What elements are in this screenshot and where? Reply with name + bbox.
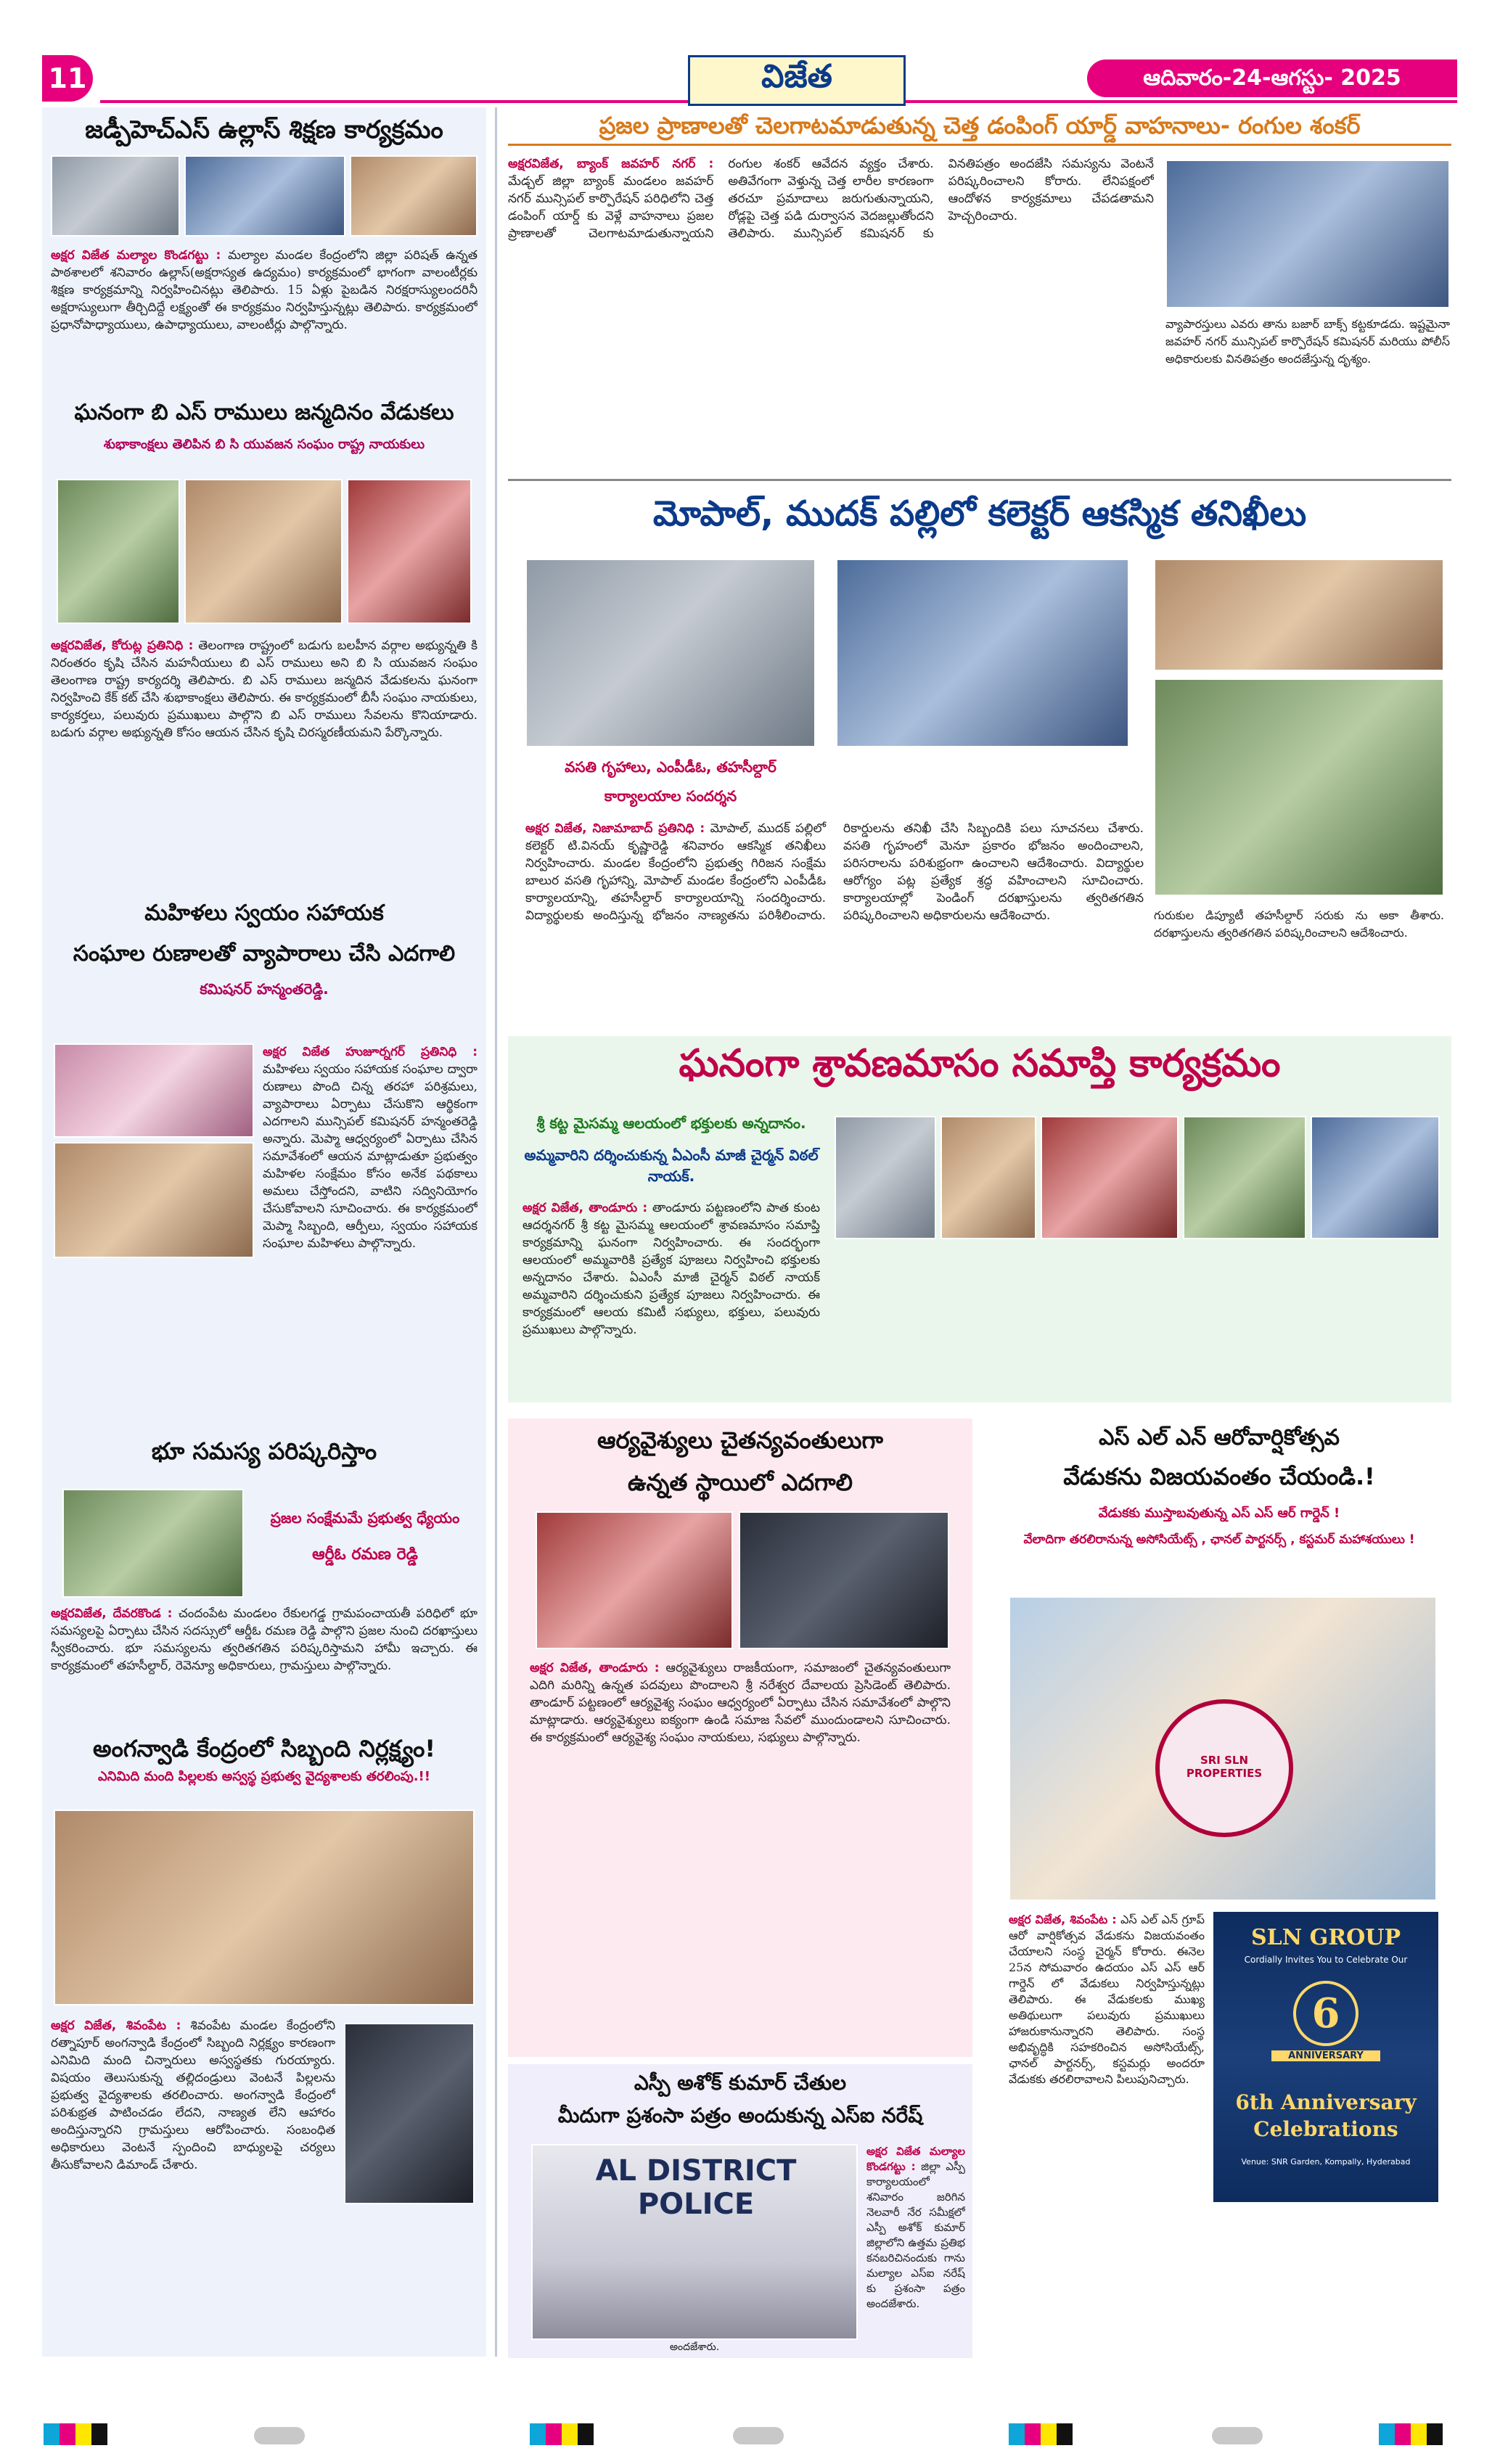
- dateline: అక్షర విజేత హుజూర్నగర్ ప్రతినిధి :: [263, 1045, 478, 1059]
- subhead: కమిషనర్ హన్మంతరెడ్డి.: [200, 980, 329, 998]
- headline-line-2: ఉన్నత స్థాయిలో ఎదగాలి: [627, 1469, 853, 1496]
- photo-celebration-2: [184, 479, 343, 624]
- masthead-title: విజేత: [761, 58, 832, 95]
- registration-dot-3: [1212, 2427, 1263, 2444]
- photo-temple-5: [1311, 1116, 1440, 1239]
- dateline: అక్షర విజేత, తాండూరు :: [522, 1201, 648, 1215]
- story-body: [522, 1199, 820, 1395]
- dateline: అక్షరవిజేత, కోరుట్ల ప్రతినిధి :: [51, 638, 194, 653]
- sln-anniversary-ad: [1213, 1912, 1438, 2202]
- headline-line-1: ఎస్పీ అశోక్ కుమార్ చేతుల: [634, 2071, 847, 2095]
- photo-caption: అందజేశారు.: [669, 2341, 720, 2353]
- subhead: ఎనిమిది మంది పిల్లలకు అస్వస్థ ప్రభుత్వ వైద్యశాలకు తరలింపు.!!: [98, 1769, 430, 1784]
- story-body: [530, 1659, 951, 2037]
- photo-award-banner: AL DISTRICT POLICE: [595, 2154, 797, 2221]
- photo-anganwadi-2: [344, 2023, 475, 2204]
- headline: ఘనంగా బి ఎస్ రాములు జన్మదినం వేడుకలు: [74, 400, 454, 425]
- registration-marks-1: [44, 2423, 107, 2445]
- body-text: మేడ్చల్ జిల్లా బ్యాంక్ మండలం జవహర్ నగర్ మున్సిపల్ కార్పొరేషన్ పరిధిలోని చెత్త డంపింగ్ యార్డ్ కు వెళ్లే వాహనాలు ప్రజల ప్రాణాలతో చెలగాటమాడుతున్నాయని రంగుల శంకర్ ఆవేదన వ్యక్తం చేశారు. అతివేగంగా వెళ్తున్న చెత్త లారీల కారణంగా తరచూ ప్రమాదాలు జరుగుతున్నాయని, రోడ్లపై చెత్త పడి దుర్వాసన వెదజల్లుతోందని తెలిపారు. మున్సిపల్ కమిషనర్ కు వినతిపత్రం అందజేసి సమస్యను వెంటనే పరిష్కరించాలని కోరారు. లేనిపక్షంలో ఆందోళన కార్యక్రమాలు చేపడతామని హెచ్చరించారు.: [508, 157, 1154, 241]
- headline: మోపాల్, ముదక్ పల్లిలో కలెక్టర్ ఆకస్మిక తనిఖీలు: [652, 493, 1307, 534]
- registration-dot-2: [733, 2427, 784, 2444]
- body-text: ఆర్యవైశ్యులు రాజకీయంగా, సమాజంలో చైతన్యవంతులుగా ఎదిగి మరిన్ని ఉన్నత పదవులు పొందాలని శ్రీ నరేశ్వర దేవాలయ ప్రెసిడెంట్ తెలిపారు. తాండూర్ పట్టణంలో ఆర్యవైశ్య సంఘం ఆధ్వర్యంలో ఏర్పాటు చేసిన సమావేశంలో పాల్గొని మాట్లాడారు. ఆర్యవైశ్యులు ఐక్యంగా ఉండి సమాజ సేవలో ముందుండాలని సూచించారు. ఈ కార్యక్రమంలో ఆర్యవైశ్య సంఘం నాయకులు, సభ్యులు పాల్గొన్నారు.: [530, 1661, 951, 1745]
- headline: జడ్పీహెచ్ఎస్ ఉల్లాస్ శిక్షణ కార్యక్రమం: [85, 115, 443, 144]
- ad-line-1: 6th Anniversary: [1235, 2090, 1417, 2114]
- dateline: అక్షర విజేత, శివంపేట :: [51, 2019, 181, 2033]
- photo-temple-1: [835, 1116, 936, 1239]
- story-body: [1009, 1912, 1205, 2202]
- story-body: [51, 637, 478, 887]
- photo-training-1: [51, 155, 180, 237]
- story-land: [51, 1437, 478, 1673]
- story-arya: [508, 1418, 972, 2057]
- story-shravana: [508, 1036, 1451, 1403]
- photo-shg-1: [54, 1043, 254, 1138]
- subhead: శుభాకాంక్షలు తెలిపిన బి సి యువజన సంఘం రాష్ట్ర నాయకులు: [103, 436, 425, 452]
- photo-training-2: [184, 155, 345, 237]
- story-sln: [987, 1418, 1451, 2354]
- body-text: జిల్లా ఎస్పీ కార్యాలయంలో శనివారం జరిగిన నెలవారీ నేర సమీక్షలో ఎస్పీ అశోక్ కుమార్ జిల్లాలోని ఉత్తమ ప్రతిభ కనబరిచినందుకు గాను మల్యాల ఎస్ఐ నరేష్ కు ప్రశంసా పత్రం అందజేశారు.: [866, 2160, 965, 2310]
- subhead-line-2: వేలాదిగా తరలిరానున్న అసోసియేట్స్ , ఛానల్ పార్టనర్స్ , కస్టమర్ మహాశయులు !: [1023, 1532, 1415, 1547]
- story-ullas: [51, 109, 478, 332]
- dateline: అక్షర విజేత, శివంపేట :: [1009, 1913, 1117, 1926]
- body-text: ఎస్ ఎల్ ఎన్ గ్రూప్ ఆరో వార్షికోత్సవ వేడుకను విజయవంతం చేయాలని సంస్థ చైర్మన్ కోరారు. ఈనెల 25న సోమవారం ఉదయం ఎస్ ఎస్ ఆర్ గార్డెన్ లో వేడుకలు నిర్వహిస్తున్నట్లు తెలిపారు. ఈ వేడుకలకు ముఖ్య అతిథులుగా పలువురు ప్రముఖులు హాజరుకానున్నారని తెలిపారు. సంస్థ అభివృద్ధికి సహకరించిన అసోసియేట్స్, ఛానల్ పార్టనర్స్, కస్టమర్లు అందరూ వేడుకకు తరలిరావాలని పిలుపునిచ్చారు.: [1009, 1913, 1205, 2086]
- page-number: 11: [42, 55, 93, 102]
- subhead-line-1: వేడుకకు ముస్తాబవుతున్న ఎస్ ఎస్ ఆర్ గార్డెన్ !: [1098, 1505, 1340, 1521]
- registration-dot-1: [254, 2427, 305, 2444]
- photo-collector-3: [1154, 559, 1444, 671]
- photo-temple-4: [1183, 1116, 1306, 1239]
- dateline: అక్షరవిజేత, దేవరకొండ :: [51, 1606, 173, 1621]
- page-header: [42, 55, 1457, 102]
- photo-arya-1: [536, 1511, 733, 1649]
- registration-marks-3: [1009, 2423, 1073, 2445]
- story-body: [51, 2017, 335, 2206]
- story-body-continued: [1009, 2209, 1437, 2340]
- photo-caption: వ్యాపారస్తులు ఎవరు తాను బజార్ బాక్స్ కట్టకూడదు. ఇష్టమైనా జవహర్ నగర్ మున్సిపల్ కార్పొరేషన్ కమిషనర్ మరియు పోలీస్ అధికారులకు వినతిపత్రం అందజేస్తున్న దృశ్యం.: [1165, 317, 1450, 366]
- masthead-logo: [688, 55, 906, 106]
- story-women-shg: [51, 900, 478, 1251]
- registration-marks-2: [530, 2423, 594, 2445]
- body-text: మహిళలు స్వయం సహాయక సంఘాల ద్వారా రుణాలు పొంది చిన్న తరహా పరిశ్రమలు, వ్యాపారాలు ఏర్పాటు చేసుకొని ఆర్థికంగా ఎదగాలని మున్సిపల్ కమిషనర్ హన్మంతరెడ్డి అన్నారు. మెప్మా ఆధ్వర్యంలో ఏర్పాటు చేసిన సమావేశంలో ఆయన మాట్లాడుతూ ప్రభుత్వం మహిళల సంక్షేమం కోసం అనేక పథకాలు అమలు చేస్తోందని, వాటిని సద్వినియోగం చేసుకోవాలని సూచించారు. ఈ కార్యక్రమంలో మెప్మా సిబ్బంది, ఆర్పీలు, స్వయం సహాయక సంఘాల మహిళలు పాల్గొన్నారు.: [263, 1062, 478, 1251]
- body-text: తాండూరు పట్టణంలోని పాత కుంట ఆదర్శనగర్ శ్రీ కట్ట మైసమ్మ ఆలయంలో శ్రావణమాసం సమాప్తి కార్యక్రమాన్ని ఘనంగా నిర్వహించారు. ఈ సందర్భంగా ఆలయంలో అమ్మవారికి ప్రత్యేక పూజలు నిర్వహించి భక్తులకు అన్నదానం చేశారు. ఏఎంసీ మాజీ చైర్మన్ విఠల్ నాయక్ అమ్మవారిని దర్శించుకుని ప్రత్యేక పూజలు నిర్వహించారు. ఈ కార్యక్రమంలో ఆలయ కమిటీ సభ్యులు, భక్తులు, పలువురు ప్రముఖులు పాల్గొన్నారు.: [522, 1201, 820, 1337]
- story-sp: [508, 2064, 972, 2358]
- photo-land: [62, 1489, 244, 1598]
- side-caption: గురుకుల డిప్యూటీ తహసీల్దార్ సరుకు ను అకా తీశారు. దరఖాస్తులను త్వరితగతిన పరిష్కరించాలని ఆదేశించారు.: [1154, 908, 1444, 940]
- ad-subtitle: Cordially Invites You to Celebrate Our: [1244, 1955, 1408, 1965]
- photo-petition: [1165, 160, 1450, 308]
- photo-caption-line-2: కార్యాలయాల సందర్శన: [604, 787, 737, 805]
- photo-caption-line-1: వసతి గృహాలు, ఎంపీడీఓ, తహసీల్దార్: [565, 758, 776, 776]
- photo-training-3: [350, 155, 478, 237]
- headline: ఘనంగా శ్రావణమాసం సమాప్తి కార్యక్రమం: [679, 1042, 1281, 1085]
- photo-collector-4: [1154, 678, 1444, 896]
- sln-brand-text: SRI SLN PROPERTIES: [1186, 1754, 1263, 1780]
- body-text: మోపాల్, ముదక్ పల్లిలో కలెక్టర్ టి.వినయ్ కృష్ణారెడ్డి శనివారం ఆకస్మిక తనిఖీలు నిర్వహించారు. మండల కేంద్రంలోని ప్రభుత్వ గిరిజన సంక్షేమ బాలుర వసతి గృహాన్ని, మోపాల్ మండల కేంద్రంలోని ఎంపీడీఓ కార్యాలయాన్ని, తహసీల్దార్ కార్యాలయాన్ని సందర్శించారు. విద్యార్థులకు అందిస్తున్న భోజనం నాణ్యతను పరిశీలించారు. రికార్డులను తనిఖీ చేసి సిబ్బందికి పలు సూచనలు చేశారు. వసతి గృహంలో మెనూ ప్రకారం భోజనం అందించాలని, పరిసరాలను పరిశుభ్రంగా ఉంచాలని ఆదేశించారు. విద్యార్థుల ఆరోగ్యం పట్ల ప్రత్యేక శ్రద్ధ వహించాలని సూచించారు. కార్యాలయాల్లో పెండింగ్ దరఖాస్తులను త్వరితగతిన పరిష్కరించాలని అధికారులను ఆదేశించారు.: [525, 821, 1144, 923]
- headline-line-2: మీదుగా ప్రశంసా పత్రం అందుకున్న ఎస్ఐ నరేష్: [557, 2103, 923, 2127]
- story-body: [51, 247, 478, 414]
- subhead-line-1: ప్రజల సంక్షేమమే ప్రభుత్వ ధ్యేయం: [270, 1509, 460, 1527]
- body-text: తెలంగాణ రాష్ట్రంలో బడుగు బలహీన వర్గాల అభ్యున్నతి కి నిరంతరం కృషి చేసిన మహనీయులు బి ఎస్ రాములు అని బి సి యువజన సంఘం తెలంగాణ రాష్ట్ర కార్యదర్శి తెలిపారు. బి ఎస్ రాములు జన్మదిన వేడుకలను ఘనంగా నిర్వహించి కేక్ కట్ చేసి శుభాకాంక్షలు తెలిపారు. ఈ కార్యక్రమంలో బీసీ సంఘం నాయకులు, కార్యకర్తలు, పలువురు ప్రముఖులు పాల్గొని బి ఎస్ రాములు సేవలను కొనియాడారు. బడుగు వర్గాల అభ్యున్నతి కోసం ఆయన చేసిన కృషి చిరస్మరణీయమని పేర్కొన్నారు.: [51, 638, 478, 740]
- photo-shg-2: [54, 1142, 254, 1258]
- story-collector: [508, 479, 1451, 1023]
- headline-line-2: వేడుకను విజయవంతం చేయండి.!: [1063, 1462, 1375, 1490]
- subhead-line-2: అమ్మవారిని దర్శించుకున్న ఏఎంసీ మాజీ చైర్మన్ విఠల్ నాయక్.: [524, 1146, 819, 1185]
- ad-venue: Venue: SNR Garden, Kompally, Hyderabad: [1241, 2157, 1411, 2167]
- dateline: అక్షర విజేత మల్యాల కొండగట్టు :: [866, 2145, 965, 2173]
- photo-celebration-1: [57, 479, 180, 624]
- body-text: చందంపేట మండలం రేకులగడ్డ గ్రామపంచాయతీ పరిధిలో భూ సమస్యలపై ఏర్పాటు చేసిన సదస్సులో ఆర్డీఓ రమణ రెడ్డి పాల్గొని ప్రజల నుంచి దరఖాస్తులు స్వీకరించారు. భూ సమస్యలను త్వరితగతిన పరిష్కరిస్తామని హామీ ఇచ్చారు. ఈ కార్యక్రమంలో తహసీల్దార్, రెవెన్యూ అధికారులు, గ్రామస్తులు పాల్గొన్నారు.: [51, 1606, 478, 1673]
- photo-temple-2: [940, 1116, 1036, 1239]
- body-text: మల్యాల మండల కేంద్రంలోని జిల్లా పరిషత్ ఉన్నత పాఠశాలలో శనివారం ఉల్లాస్(అక్షరాస్యత ఉద్యమం) కార్యక్రమంలో భాగంగా వాలంటీర్లకు శిక్షణ కార్యక్రమాన్ని నిర్వహించినట్లు తెలిపారు. 15 ఏళ్లు పైబడిన నిరక్షరాస్యులందరినీ అక్షరాస్యులుగా తీర్చిదిద్దే లక్ష్యంతో ఈ కార్యక్రమం నిర్వహిస్తున్నట్లు తెలిపారు. కార్యక్రమంలో ప్రధానోపాధ్యాయులు, ఉపాధ్యాయులు, వాలంటీర్లు పాల్గొన్నారు.: [51, 248, 478, 332]
- dateline: అక్షర విజేత, తాండూరు :: [530, 1661, 660, 1675]
- story-ramulu: [51, 399, 478, 740]
- dateline: అక్షరవిజేత, బ్యాంక్ జవహర్ నగర్ :: [508, 157, 714, 171]
- registration-marks-4: [1379, 2423, 1443, 2445]
- column-divider: [495, 107, 497, 2357]
- photo-celebration-3: [347, 479, 472, 624]
- story-body: [508, 155, 1154, 460]
- story-body: [525, 820, 1144, 1001]
- subhead-line-2: ఆర్డీఓ రమణ రెడ్డి: [312, 1545, 418, 1564]
- headline: ప్రజల ప్రాణాలతో చెలగాటమాడుతున్న చెత్త డంపింగ్ యార్డ్ వాహనాలు- రంగుల శంకర్: [599, 112, 1361, 139]
- dateline: అక్షర విజేత, నిజామాబాద్ ప్రతినిధి :: [525, 821, 705, 836]
- issue-date: ఆదివారం-24-ఆగస్టు- 2025: [1087, 59, 1457, 97]
- headline-line-2: సంఘాల రుణాలతో వ్యాపారాలు చేసి ఎదగాలి: [73, 940, 456, 966]
- ad-line-2: Celebrations: [1253, 2117, 1398, 2141]
- anniversary-number: 6: [1293, 1981, 1358, 2046]
- photo-collector-2: [836, 559, 1129, 747]
- photo-sln-couple: [1009, 1596, 1437, 1901]
- headline-line-1: మహిళలు స్వయం సహాయక: [144, 900, 384, 926]
- ad-title: SLN GROUP: [1250, 1925, 1401, 1950]
- story-body: [51, 1605, 478, 1714]
- section-rule: [508, 479, 1451, 481]
- headline: అంగన్వాడి కేంద్రంలో సిబ్బంది నిర్లక్ష్యం!: [93, 1735, 435, 1762]
- headline: భూ సమస్య పరిష్కరిస్తాం: [151, 1437, 377, 1465]
- photo-award: [531, 2144, 858, 2340]
- subhead-line-1: శ్రీ కట్ట మైసమ్మ ఆలయంలో భక్తులకు అన్నదానం.: [536, 1114, 806, 1132]
- story-body-continued: [51, 2213, 478, 2336]
- dateline: అక్షర విజేత మల్యాల కొండగట్టు :: [51, 248, 221, 263]
- photo-arya-2: [739, 1511, 949, 1649]
- headline-line-1: ఎస్ ఎల్ ఎన్ ఆరోవార్షికోత్సవ: [1099, 1425, 1340, 1450]
- photo-collector-1: [525, 559, 816, 747]
- photo-temple-3: [1041, 1116, 1179, 1239]
- story-anganwadi: [51, 1734, 478, 2172]
- photo-anganwadi-1: [54, 1810, 475, 2005]
- headline-rule: [508, 144, 1451, 146]
- story-body-side: [263, 1043, 478, 1258]
- body-text: శివంపేట మండల కేంద్రంలోని రత్నాపూర్ అంగన్వాడి కేంద్రంలో సిబ్బంది నిర్లక్ష్యం కారణంగా ఎనిమిది మంది చిన్నారులు అస్వస్థతకు గురయ్యారు. విషయం తెలుసుకున్న తల్లిదండ్రులు వెంటనే పిల్లలను ప్రభుత్వ వైద్యశాలకు తరలించారు. అంగన్వాడి కేంద్రంలో పరిశుభ్రత పాటించడం లేదని, నాణ్యత లేని ఆహారం అందిస్తున్నారని గ్రామస్తులు ఆరోపించారు. సంబంధిత అధికారులు వెంటనే స్పందించి బాధ్యులపై చర్యలు తీసుకోవాలని డిమాండ్ చేశారు.: [51, 2019, 335, 2172]
- story-body: [866, 2144, 965, 2340]
- anniversary-ribbon: ANNIVERSARY: [1271, 2050, 1380, 2061]
- headline-line-1: ఆర్యవైశ్యులు చైతన్యవంతులుగా: [597, 1426, 883, 1454]
- story-dumping: [508, 109, 1451, 472]
